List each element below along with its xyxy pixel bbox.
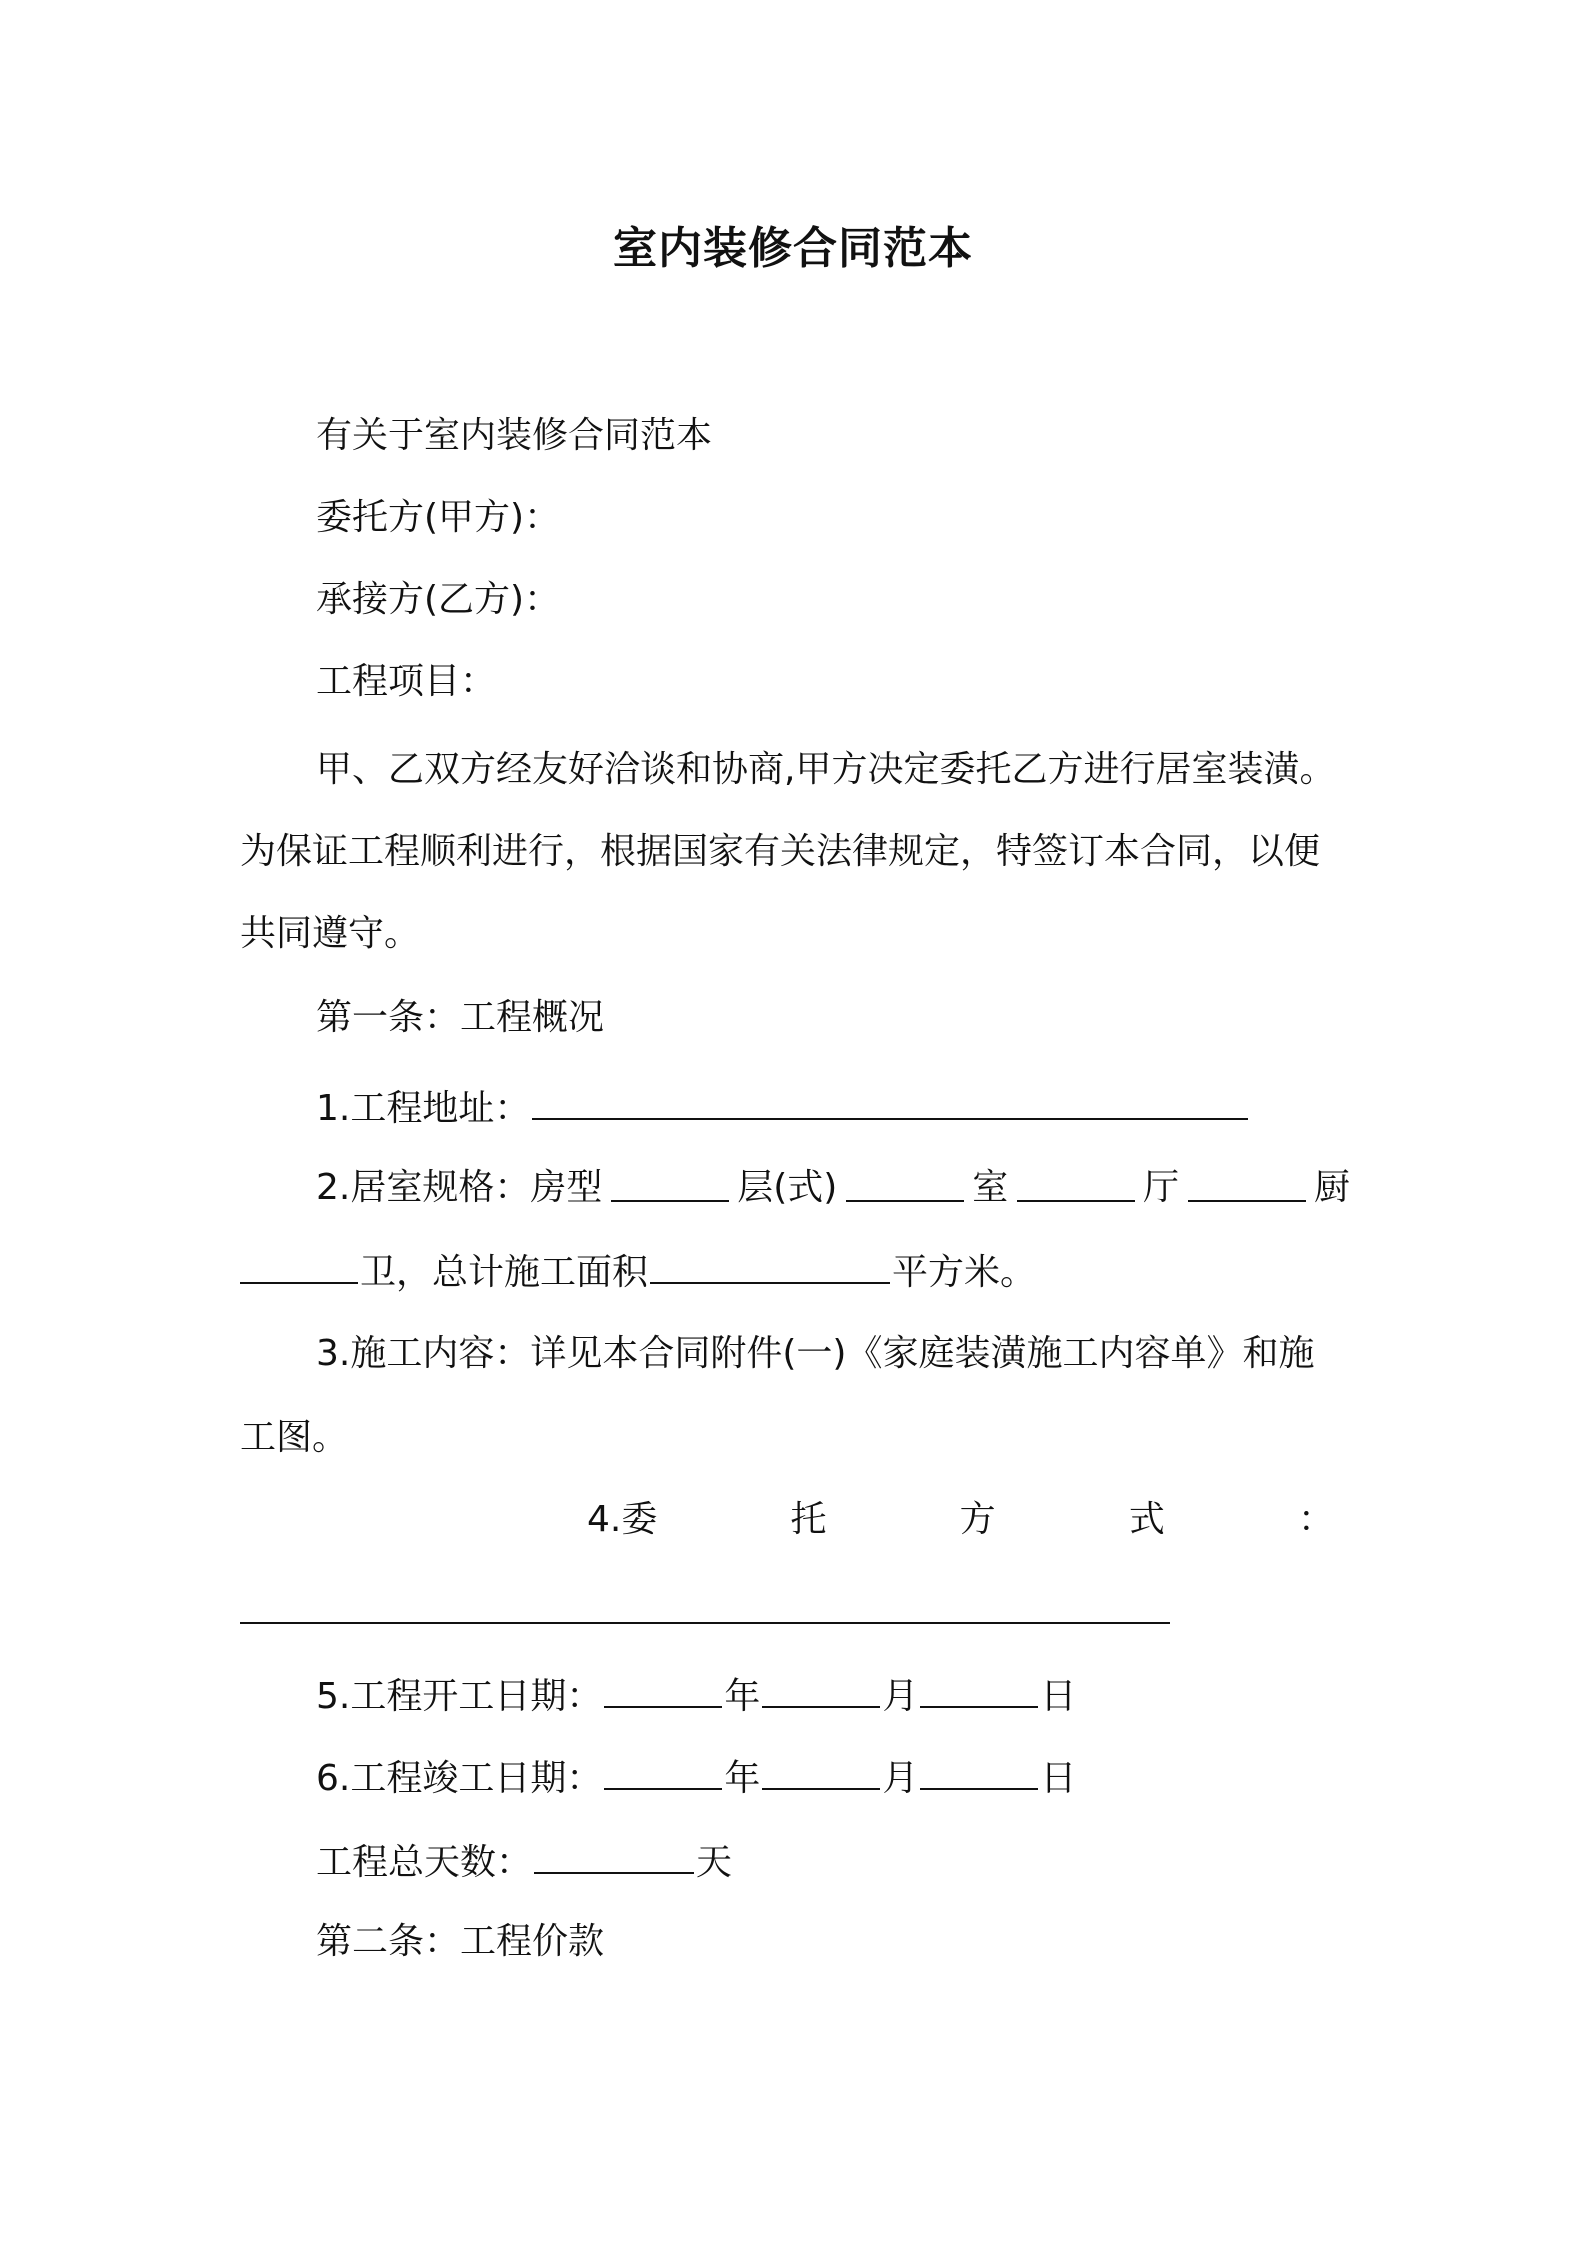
entrust-method-blank (240, 1586, 1170, 1624)
preamble-line-3: 共同遵守。 (240, 913, 421, 954)
item-2-label: 2.居室规格：房型 (316, 1167, 603, 1208)
hall-blank (1188, 1164, 1306, 1202)
item-2-specs-line-1 (316, 1164, 1350, 1212)
end-day-unit: 日 (1040, 1758, 1077, 1799)
item-4-char-2: 托 (790, 1499, 827, 1540)
document-title: 室内装修合同范本 (613, 223, 973, 274)
project-line: 工程项目： (316, 661, 497, 702)
end-month-unit: 月 (882, 1758, 919, 1799)
item-4-char-1: 4.委 (587, 1499, 658, 1540)
preamble-line-2: 为保证工程顺利进行，根据国家有关法律规定，特签订本合同，以便 (240, 831, 1321, 872)
room-unit: 室 (972, 1167, 1009, 1208)
start-month-blank (762, 1670, 880, 1708)
item-4-char-4: 式 (1128, 1499, 1165, 1540)
end-day-blank (920, 1752, 1038, 1790)
start-year-blank (604, 1670, 722, 1708)
item-4-colon: ： (1297, 1499, 1334, 1540)
kitchen-unit: 厨 (1313, 1167, 1350, 1208)
start-year-unit: 年 (724, 1676, 761, 1717)
room-blank (1017, 1164, 1135, 1202)
total-days-blank (534, 1836, 694, 1874)
item-4-entrust-method (587, 1496, 1334, 1544)
item-1-label: 1.工程地址： (316, 1088, 531, 1129)
party-b-line: 承接方(乙方)： (316, 579, 561, 620)
hall-unit: 厅 (1143, 1167, 1180, 1208)
area-unit: 平方米。 (892, 1252, 1037, 1293)
end-year-unit: 年 (724, 1758, 761, 1799)
intro-line: 有关于室内装修合同范本 (316, 415, 713, 456)
item-3-line-1: 3.施工内容：详见本合同附件(一)《家庭装潢施工内容单》和施 (316, 1333, 1315, 1374)
item-5-start-date (316, 1670, 1076, 1721)
item-2-specs-line-2 (240, 1246, 1036, 1297)
party-a-line: 委托方(甲方)： (316, 497, 561, 538)
start-month-unit: 月 (882, 1676, 919, 1717)
item-4-char-3: 方 (959, 1499, 996, 1540)
preamble-line-1: 甲、乙双方经友好洽谈和协商,甲方决定委托乙方进行居室装潢。 (316, 749, 1336, 790)
end-year-blank (604, 1752, 722, 1790)
item-1-address (316, 1082, 1250, 1133)
kitchen-blank (240, 1246, 358, 1284)
total-days-label: 工程总天数： (316, 1842, 533, 1883)
end-month-blank (762, 1752, 880, 1790)
start-day-unit: 日 (1040, 1676, 1077, 1717)
total-days-line (316, 1836, 732, 1887)
floor-blank (846, 1164, 964, 1202)
item-6-label: 6.工程竣工日期： (316, 1758, 603, 1799)
item-5-label: 5.工程开工日期： (316, 1676, 603, 1717)
total-days-unit: 天 (696, 1842, 733, 1883)
room-type-blank (611, 1164, 729, 1202)
address-blank (532, 1082, 1248, 1120)
start-day-blank (920, 1670, 1038, 1708)
bath-unit: 卫，总计施工面积 (360, 1252, 649, 1293)
article-1-heading: 第一条：工程概况 (316, 997, 605, 1038)
item-4-blank-line (240, 1586, 1170, 1637)
article-2-heading: 第二条：工程价款 (316, 1921, 605, 1962)
item-3-line-2: 工图。 (240, 1417, 349, 1458)
area-blank (650, 1246, 890, 1284)
floor-unit: 层(式) (737, 1167, 838, 1208)
item-6-end-date (316, 1752, 1076, 1803)
